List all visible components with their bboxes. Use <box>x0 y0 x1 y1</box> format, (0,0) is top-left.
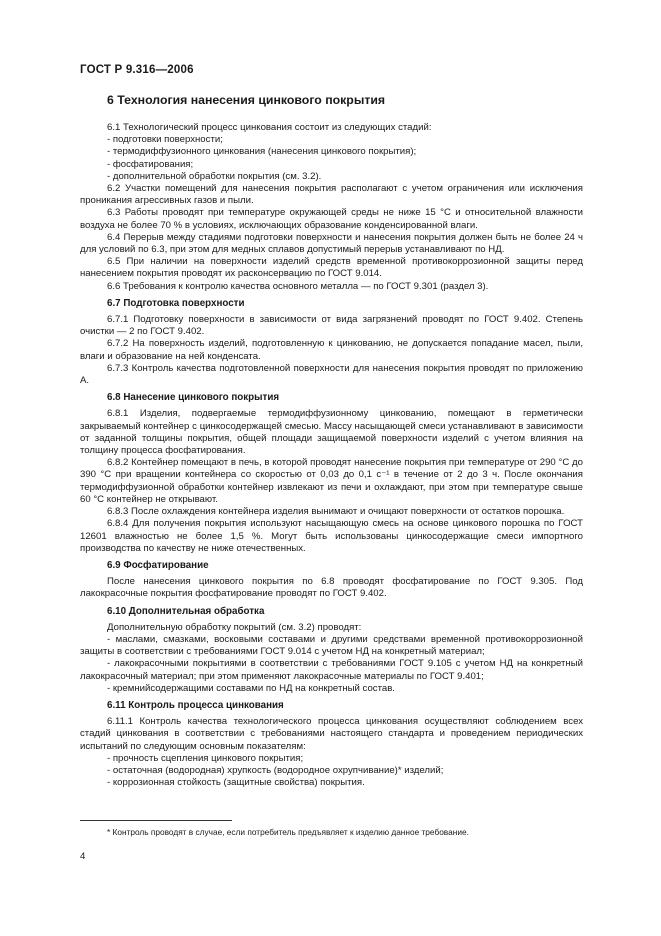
standard-header: ГОСТ Р 9.316—2006 <box>80 64 194 76</box>
page-number: 4 <box>80 851 86 862</box>
subsection-heading: 6.9 Фосфатирование <box>107 559 209 571</box>
paragraph: 6.8.1 Изделия, подвергаемые термодиффузионному цинкованию, помещают в герметически закрываемый контейнер с цинкосодержащей смесью. Массу насыщающей смеси устанавливают в зависимости от заданной толщины покрытия, общей площади защищаемой поверхности изделий с учетом влияния на толщину процесса фосфатирования. <box>80 408 583 457</box>
paragraph: - маслами, смазками, восковыми составами и другими средствами временной противокоррозионной защиты в соответствии с требованиями ГОСТ 9.014 с учетом НД на конкретный материал; <box>80 633 583 658</box>
list-item: - подготовки поверхности; <box>107 134 223 146</box>
paragraph: 6.2 Участки помещений для нанесения покрытия располагают с учетом ограничения или исключения проникания агрессивных газов и пыли. <box>80 183 583 207</box>
paragraph: 6.8.3 После охлаждения контейнера изделия вынимают и очищают поверхности от остатков порошка. <box>107 506 565 518</box>
list-item: - остаточная (водородная) хрупкость (водородное охрупчивание)* изделий; <box>107 764 444 776</box>
paragraph: 6.8.4 Для получения покрытия используют насыщающую смесь на основе цинкового порошка по ГОСТ 12601 влажностью не более 1,5 %. Могут быть использованы цинкосодержащие смеси импортного производства по качеству не ниже отечественных. <box>80 518 583 554</box>
paragraph: 6.5 При наличии на поверхности изделий средств временной противокоррозионной защиты перед нанесением покрытия проводят их расконсервацию по ГОСТ 9.014. <box>80 256 583 280</box>
paragraph: 6.7.1 Подготовку поверхности в зависимости от вида загрязнений проводят по ГОСТ 9.402. Степень очистки — 2 по ГОСТ 9.402. <box>80 314 583 338</box>
list-item: - дополнительной обработки покрытия (см. 3.2). <box>107 170 322 182</box>
paragraph: 6.3 Работы проводят при температуре окружающей среды не ниже 15 °С и относительной влажности воздуха не более 70 % в условиях, исключающих образование конденсированной влаги. <box>80 207 583 231</box>
subsection-heading: 6.11 Контроль процесса цинкования <box>107 699 284 711</box>
paragraph: 6.4 Перерыв между стадиями подготовки поверхности и нанесения покрытия должен быть не более 24 ч для условий по 6.3, при этом для медных сплавов допустимый перерыв устанавливают по НД. <box>80 231 583 256</box>
paragraph: - лакокрасочными покрытиями в соответствии с требованиями ГОСТ 9.105 с учетом НД на конкретный лакокрасочный материал; при этом применяют лакокрасочные материалы по ГОСТ 9.401; <box>80 658 583 682</box>
list-item: - прочность сцепления цинкового покрытия; <box>107 752 304 764</box>
paragraph: 6.1 Технологический процесс цинкования состоит из следующих стадий: <box>107 122 432 133</box>
subsection-heading: 6.8 Нанесение цинкового покрытия <box>107 392 280 404</box>
paragraph: Дополнительную обработку покрытий (см. 3.2) проводят: <box>107 621 362 633</box>
paragraph: 6.11.1 Контроль качества технологического процесса цинкования осуществляют соблюдением всех стадий цинкования в соответствии с требованиями настоящего стандарта и проведением периодических испытаний по следующим основным показателям: <box>80 716 583 752</box>
paragraph: 6.7.3 Контроль качества подготовленной поверхности для нанесения покрытия проводят по приложению А. <box>80 362 583 387</box>
paragraph: После нанесения цинкового покрытия по 6.8 проводят фосфатирование по ГОСТ 9.305. Под лакокрасочные покрытия фосфатирование проводят по ГОСТ 9.402. <box>80 576 583 600</box>
paragraph: 6.7.2 На поверхность изделий, подготовленную к цинкованию, не допускается попадание масел, пыли, влаги и образование на ней конденсата. <box>80 338 583 362</box>
footnote: * Контроль проводят в случае, если потребитель предъявляет к изделию данное требование. <box>107 827 469 837</box>
subsection-heading: 6.10 Дополнительная обработка <box>107 605 265 617</box>
subsection-heading: 6.7 Подготовка поверхности <box>107 297 245 309</box>
list-item: - коррозионная стойкость (защитные свойства) покрытия. <box>107 777 365 789</box>
list-item: - кремнийсодержащими составами по НД на конкретный состав. <box>107 682 395 694</box>
footnote-rule <box>80 820 232 821</box>
list-item: - фосфатирования; <box>107 158 194 170</box>
section-title: 6 Технология нанесения цинкового покрытия <box>107 93 386 107</box>
paragraph: 6.8.2 Контейнер помещают в печь, в которой проводят нанесение покрытия при температуре от 290 °С до 390 °С при вращении контейнера со скоростью от 0,03 до 0,1 с⁻¹ в течение от 2 до 3 ч. После окончания термодиффузионной обработки контейнер извлекают из печи и охлаждают, при этом при температуре свыше 60 °С контейнер не открывают. <box>80 457 583 505</box>
list-item: - термодиффузионного цинкования (нанесения цинкового покрытия); <box>107 146 417 158</box>
main-content <box>80 93 583 789</box>
paragraph: 6.6 Требования к контролю качества основного металла — по ГОСТ 9.301 (раздел 3). <box>107 280 489 292</box>
